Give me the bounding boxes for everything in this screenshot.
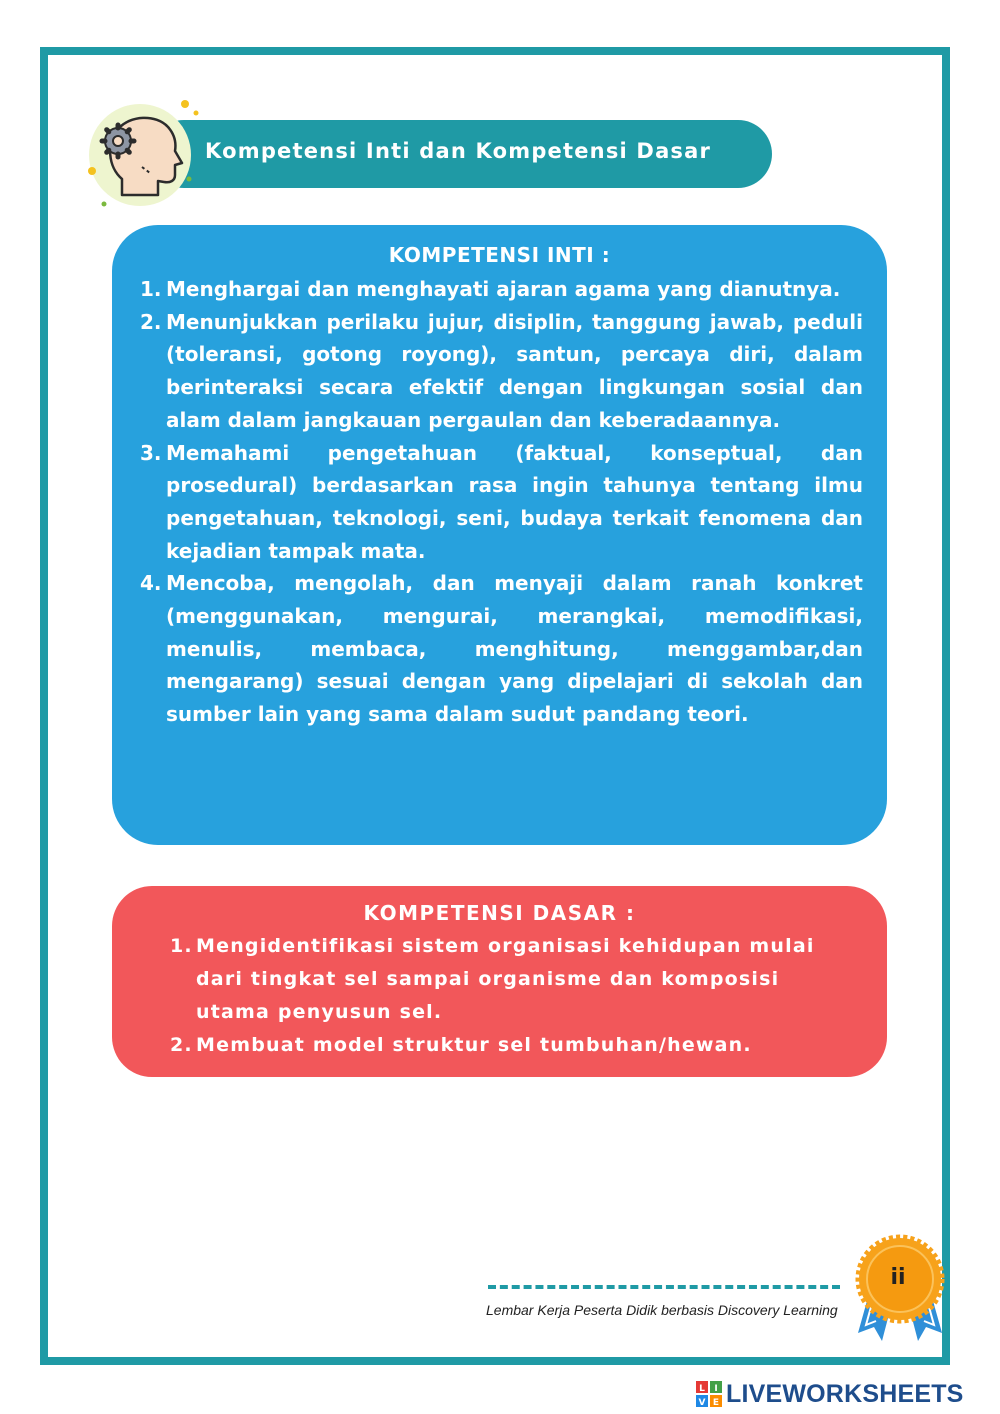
svg-text:L: L [699,1384,705,1394]
item-number: 2. [170,1034,193,1056]
item-text: Membuat model struktur sel tumbuhan/hewan. [196,1034,752,1056]
svg-text:V: V [698,1398,706,1407]
watermark-text: LIVEWORKSHEETS [726,1379,964,1408]
list-item [170,930,860,1029]
item-text: Mencoba, mengolah, dan menyaji dalam ranah konkret (menggunakan, mengurai, merangkai, memodifikasi, menulis, membaca, menghitung, menggambar,dan mengarang) sesuai dengan yang dipelajari di sekolah dan sumber lain yang sama dalam sudut pandang teori. [166,571,863,727]
item-number: 3. [140,440,162,465]
head-gear-icon [84,97,204,212]
item-number: 2. [140,309,162,334]
kompetensi-inti-list [140,273,863,731]
list-item [140,437,863,568]
list-item [170,1029,860,1062]
kompetensi-dasar-title: KOMPETENSI DASAR : [363,901,636,925]
svg-text:I: I [714,1384,718,1394]
page-number: ii [890,1265,906,1290]
item-number: 1. [140,277,162,301]
kompetensi-dasar-box [112,886,887,1077]
kompetensi-inti-box [112,225,887,845]
kompetensi-dasar-list [170,930,860,1062]
item-text: Menghargai dan menghayati ajaran agama yang dianutnya. [166,277,841,301]
item-text: Mengidentifikasi sistem organisasi kehidupan mulai dari tingkat sel sampai organisme dan komposisi utama penyusun sel. [196,935,815,1023]
item-text: Menunjukkan perilaku jujur, disiplin, tanggung jawab, peduli (toleransi, gotong royong), santun, percaya diri, dalam berinteraksi secara efektif dengan lingkungan sosial dan alam dalam jangkauan pergaulan dan keberadaannya. [166,309,863,432]
liveworksheets-logo-icon [696,1381,722,1407]
liveworksheets-watermark[interactable] [696,1380,964,1408]
kompetensi-inti-title: KOMPETENSI INTI : [388,243,611,267]
list-item [140,306,863,437]
item-number: 1. [170,935,193,957]
footer-text: Lembar Kerja Peserta Didik berbasis Discovery Learning [486,1302,838,1318]
item-text: Memahami pengetahuan (faktual, konseptual, dan prosedural) berdasarkan rasa ingin tahunya tentang ilmu pengetahuan, teknologi, seni, budaya terkait fenomena dan kejadian tampak mata. [166,440,863,563]
list-item [140,567,863,731]
header-title: Kompetensi Inti dan Kompetensi Dasar [205,139,712,163]
list-item [140,273,863,306]
footer-divider [488,1285,840,1289]
svg-text:E: E [712,1398,720,1407]
item-number: 4. [140,571,162,596]
